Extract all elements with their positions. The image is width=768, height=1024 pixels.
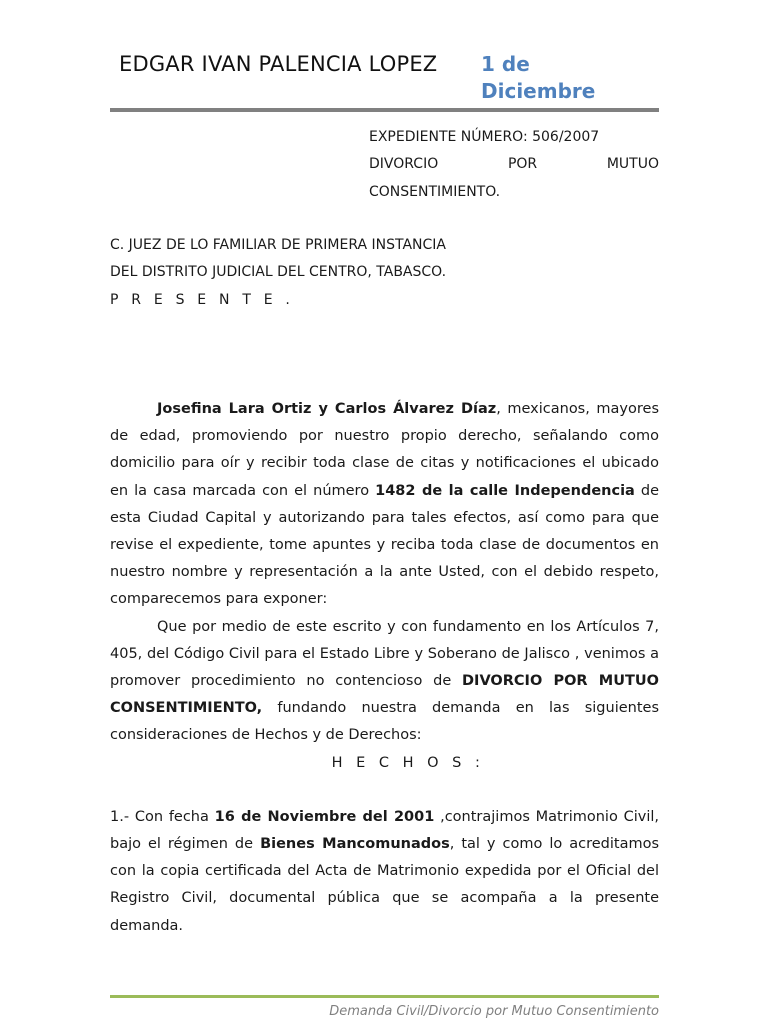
addressee-block xyxy=(110,232,659,314)
case-type-line1: DIVORCIO POR MUTUO xyxy=(369,156,659,173)
addressee-line2: DEL DISTRITO JUDICIAL DEL CENTRO, TABASCO. xyxy=(110,264,447,281)
petitioner-names: Josefina Lara Ortiz y Carlos Álvarez Díaz xyxy=(157,401,497,417)
header-divider xyxy=(110,108,659,112)
case-file-block xyxy=(369,124,659,206)
footer-title: Demanda Civil/Divorcio por Mutuo Consentimiento xyxy=(329,1004,659,1019)
hechos-heading: H E C H O S : xyxy=(331,754,485,771)
paragraph-petitioners: Josefina Lara Ortiz y Carlos Álvarez Díaz, mexicanos, mayores de edad, promoviendo por nuestro propio derecho, señalando como domicilio para oír y recibir toda clase de citas y notificaciones el ubicado en la casa marcada con el número 1482 de la calle Independencia de esta Ciudad Capital y autorizando para tales efectos, así como para que revise el expediente, tome apuntes y reciba toda clase de documentos en nuestro nombre y representación a la ante Usted, con el debido respeto, comparecemos para exponer: xyxy=(110,401,660,608)
document-body xyxy=(110,396,659,940)
addressee-line1: C. JUEZ DE LO FAMILIAR DE PRIMERA INSTANCIA xyxy=(110,237,446,253)
header-date xyxy=(481,51,651,105)
marriage-regime: Bienes Mancomunados xyxy=(260,836,450,853)
author-name: EDGAR IVAN PALENCIA LOPEZ xyxy=(119,52,438,76)
marriage-date: 16 de Noviembre del 2001 xyxy=(214,808,435,825)
header-date-line1: 1 de xyxy=(481,52,530,76)
footer-divider xyxy=(110,995,659,998)
addressee-presente: P R E S E N T E . xyxy=(110,291,295,308)
case-type-line2: CONSENTIMIENTO. xyxy=(369,183,501,200)
header-date-line2: Diciembre xyxy=(481,79,596,103)
paragraph-legal-basis: Que por medio de este escrito y con fundamento en los Artículos 7, 405, del Código Civil para el Estado Libre y Soberano de Jalisco , venimos a promover procedimiento no contencioso de DIVORCIO POR MUTUO CONSENTIMIENTO, fundando nuestra demanda en las siguientes consideraciones de Hechos y de Derechos: xyxy=(110,618,659,744)
address: 1482 de la calle Independencia xyxy=(375,482,635,499)
hecho-1: 1.- Con fecha 16 de Noviembre del 2001 ,contrajimos Matrimonio Civil, bajo el régimen de Bienes Mancomunados, tal y como lo acreditamos con la copia certificada del Acta de Matrimonio expedida por el Oficial del Registro Civil, documental pública que se acompaña a la presente demanda. xyxy=(110,808,659,934)
case-number: EXPEDIENTE NÚMERO: 506/2007 xyxy=(369,129,600,145)
procedure-name: DIVORCIO POR MUTUO CONSENTIMIENTO, xyxy=(110,673,659,717)
